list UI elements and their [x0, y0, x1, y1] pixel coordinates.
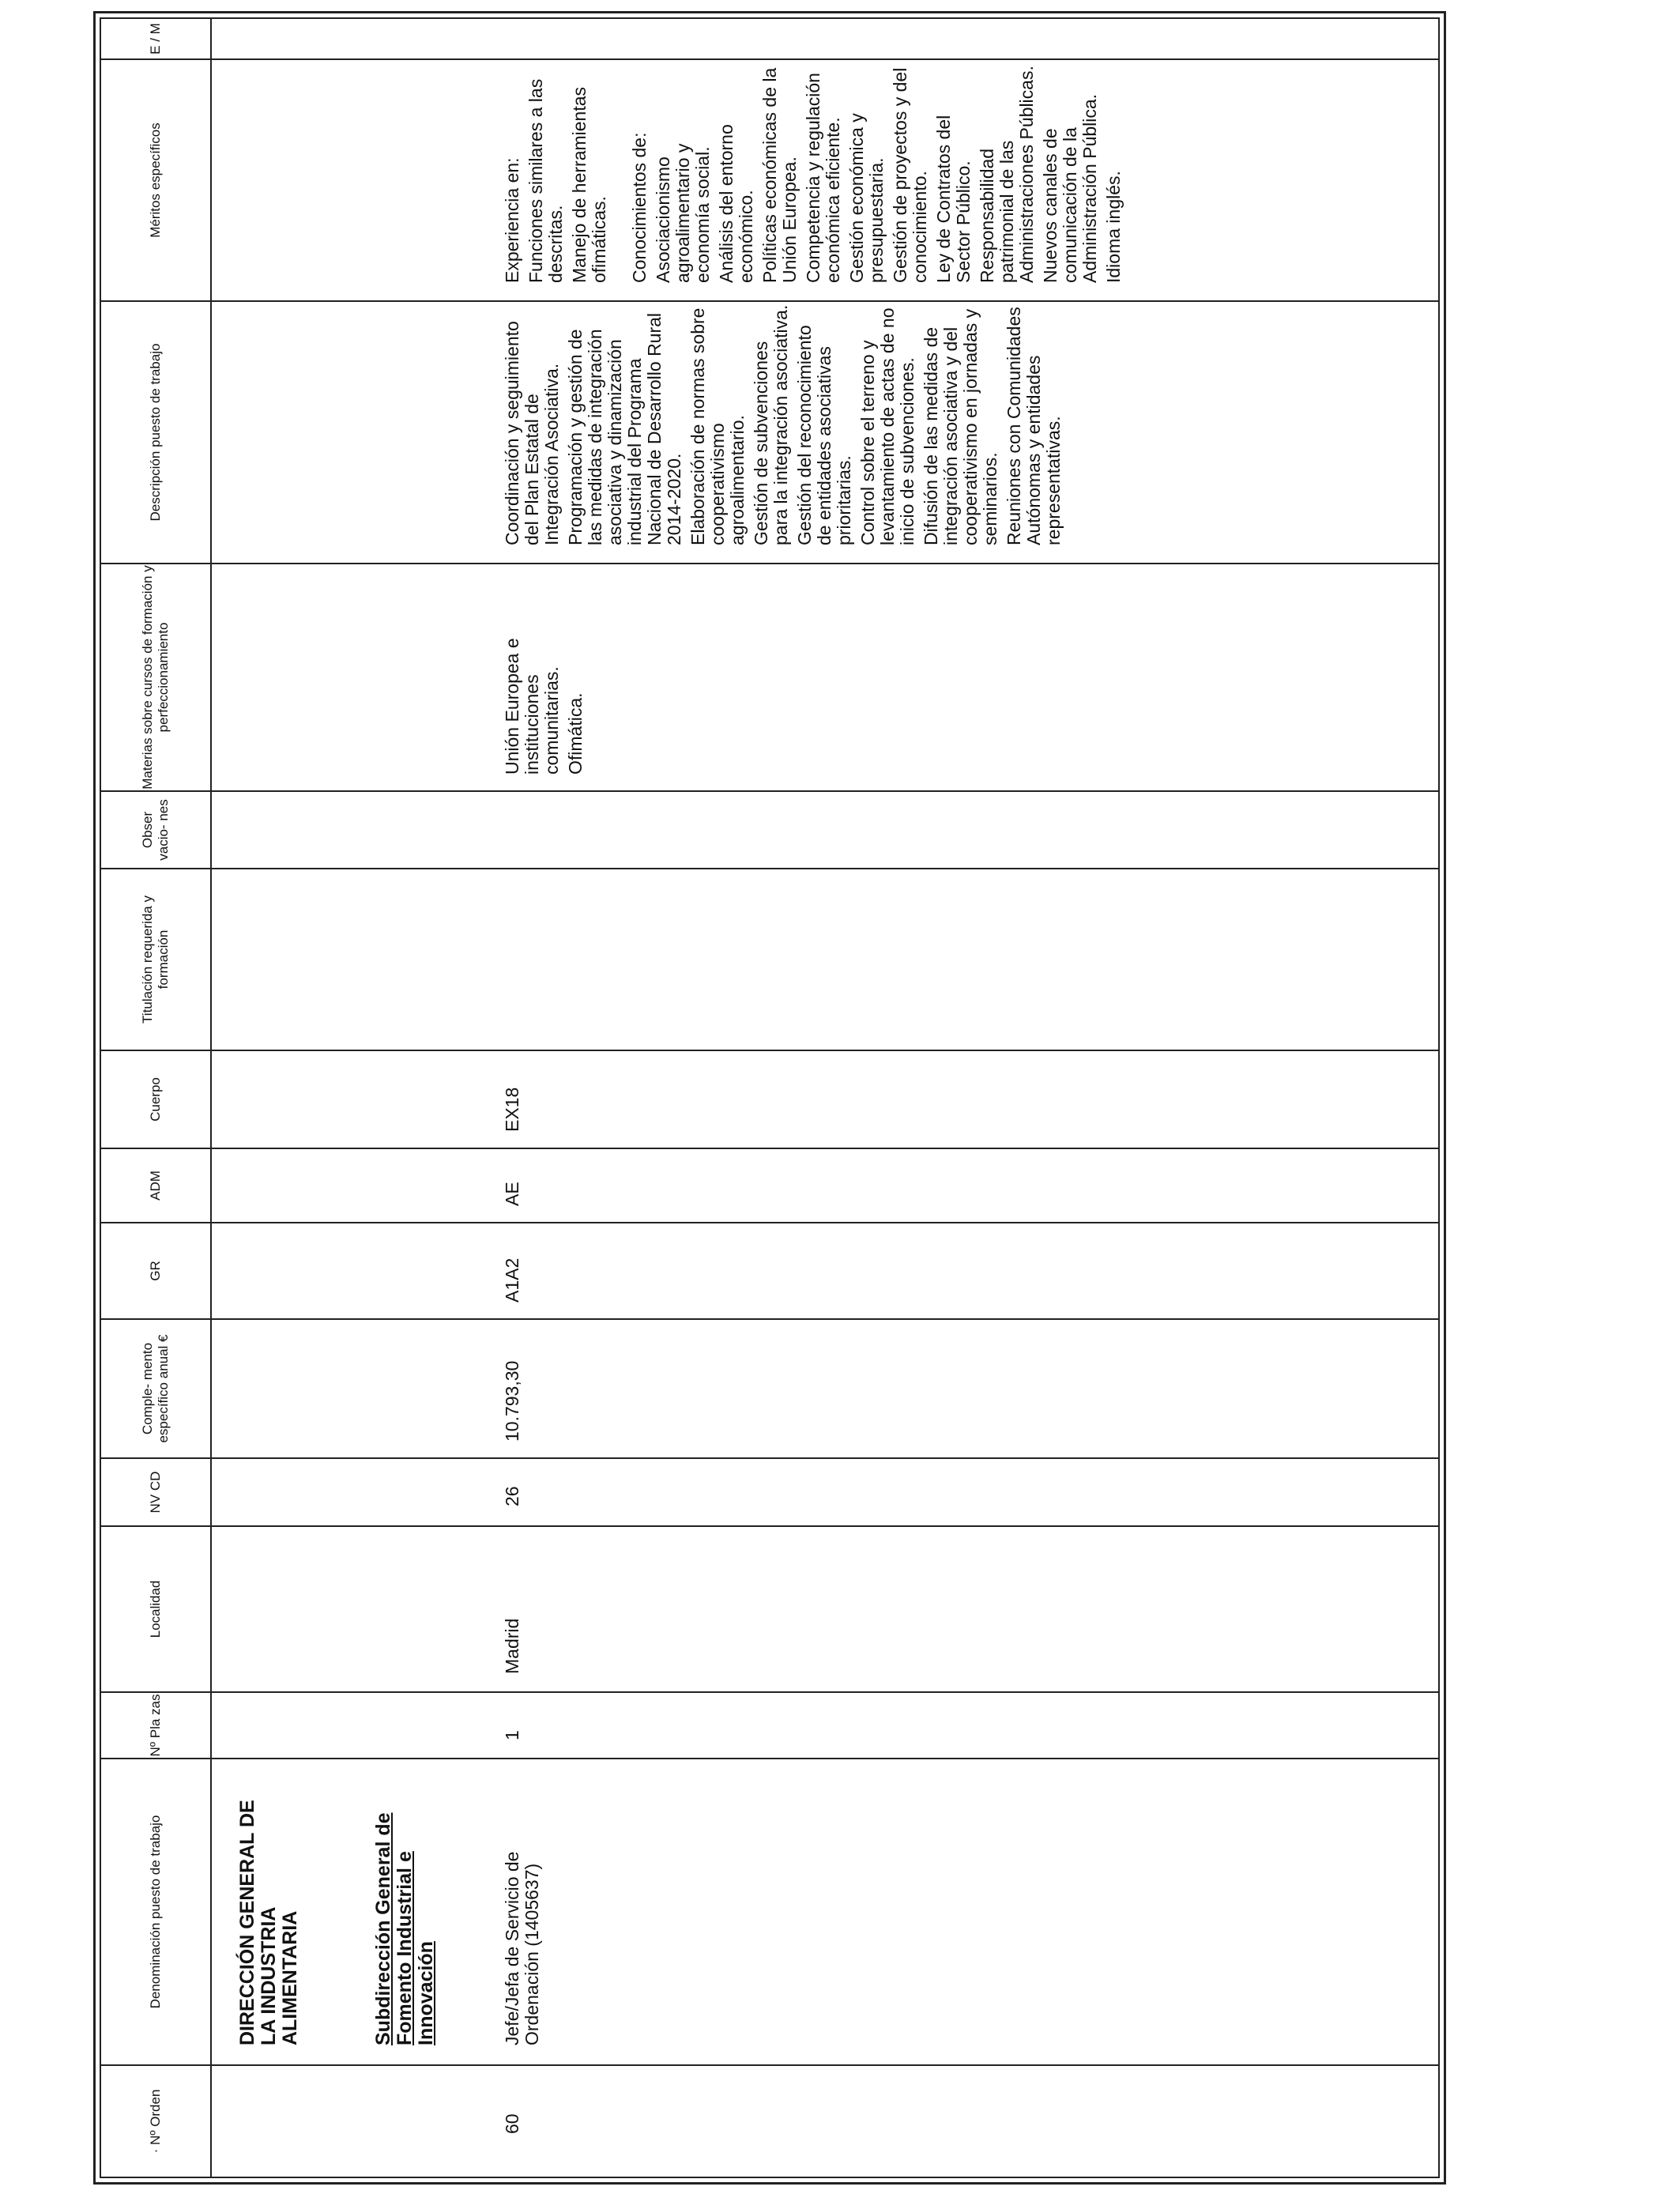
merito-item: Análisis del entorno económico.	[716, 124, 756, 283]
merito-item: Gestión económica y presupuestaria.	[846, 113, 887, 283]
meritos-heading: Conocimientos de:	[629, 132, 650, 283]
descripcion-item: Programación y gestión de las medidas de integración asociativa y dinamización industrial del Programa Nacional de Desarrollo Rural 2014-2020.	[565, 312, 684, 545]
section-title: DIRECCIÓN GENERAL DE LA INDUSTRIA ALIMENTARIA	[236, 1800, 301, 2045]
row-plazas: 1	[502, 1730, 522, 1740]
header-titulacion: Titulación requerida y formación	[140, 895, 171, 1023]
row-adm: AE	[502, 1182, 522, 1206]
merito-item: Políticas económicas de la Unión Europea.	[759, 67, 800, 283]
merito-item: Funciones similares a las descritas.	[525, 78, 566, 283]
header-materias: Materias sobre cursos de formación y perfeccionamiento	[140, 565, 171, 790]
header-localidad: Localidad	[148, 1580, 163, 1638]
header-em: E / M	[148, 23, 163, 55]
merito-item: Idioma inglés.	[1103, 171, 1124, 283]
descripcion-item: Difusión de las medidas de integración asociativa y del cooperativismo en jornadas y seminarios.	[921, 308, 1000, 545]
row-orden: 60	[502, 2113, 522, 2134]
section-subtitle: Subdirección General de Fomento Industrial e Innovación	[372, 1812, 437, 2045]
descripcion-item: Control sobre el terreno y levantamiento de actas de no inicio de subvenciones.	[857, 307, 917, 545]
merito-item: Asociacionismo agroalimentario y economía social.	[653, 143, 713, 283]
row-nivel: 26	[502, 1486, 522, 1506]
meritos-heading: Experiencia en:	[502, 157, 522, 283]
row-descripcion	[503, 303, 1068, 545]
header-meritos: Méritos específicos	[148, 123, 163, 238]
header-plazas: Nº Pla zas	[148, 1694, 163, 1757]
materia-item: Ofimática.	[565, 692, 586, 775]
header-observaciones: Obser vacio- nes	[140, 799, 171, 861]
merito-item: Competencia y regulación económica eficiente.	[803, 73, 843, 283]
merito-item: Ley de Contratos del Sector Público.	[933, 115, 974, 283]
merito-item: Gestión de proyectos y del conocimiento.	[890, 67, 930, 283]
materia-item: Unión Europea e instituciones comunitarias.	[502, 638, 562, 775]
row-meritos	[503, 62, 1128, 283]
descripcion-item: Coordinación y seguimiento del Plan Estatal de Integración Asociativa.	[502, 321, 562, 545]
row-materias	[503, 567, 590, 775]
header-complemento: Comple- mento específico anual €	[140, 1334, 171, 1443]
merito-item: Nuevos canales de comunicación de la Administración Pública.	[1040, 93, 1100, 283]
descripcion-item: Reuniones con Comunidades Autónomas y entidades representativas.	[1004, 307, 1064, 545]
header-grupo: GR	[148, 1261, 163, 1281]
rotated-table	[101, 19, 1438, 2177]
header-nivel: NV CD	[148, 1471, 163, 1514]
row-complemento: 10.793,30	[502, 1360, 522, 1442]
header-adm: ADM	[148, 1171, 163, 1201]
header-orden: · Nº Orden	[148, 2089, 163, 2154]
row-cuerpo: EX18	[502, 1087, 522, 1132]
header-descripcion: Descripción puesto de trabajo	[148, 343, 163, 522]
descripcion-item: Elaboración de normas sobre cooperativismo agroalimentario.	[687, 307, 748, 545]
descripcion-item: Gestión del reconocimiento de entidades asociativas prioritarias.	[794, 325, 854, 545]
merito-item: Manejo de herramientas ofimáticas.	[569, 86, 609, 283]
descripcion-item: Gestión de subvenciones para la integración asociativa.	[751, 304, 791, 545]
row-localidad: Madrid	[502, 1618, 522, 1674]
row-grupo: A1A2	[502, 1257, 522, 1302]
merito-item: Responsabilidad patrimonial de las Administraciones Públicas.	[977, 66, 1037, 283]
row-denominacion: Jefe/Jefa de Servicio de Ordenación (1405637)	[502, 1851, 542, 2045]
header-cuerpo: Cuerpo	[148, 1077, 163, 1122]
header-denominacion: Denominación puesto de trabajo	[148, 1815, 163, 2009]
